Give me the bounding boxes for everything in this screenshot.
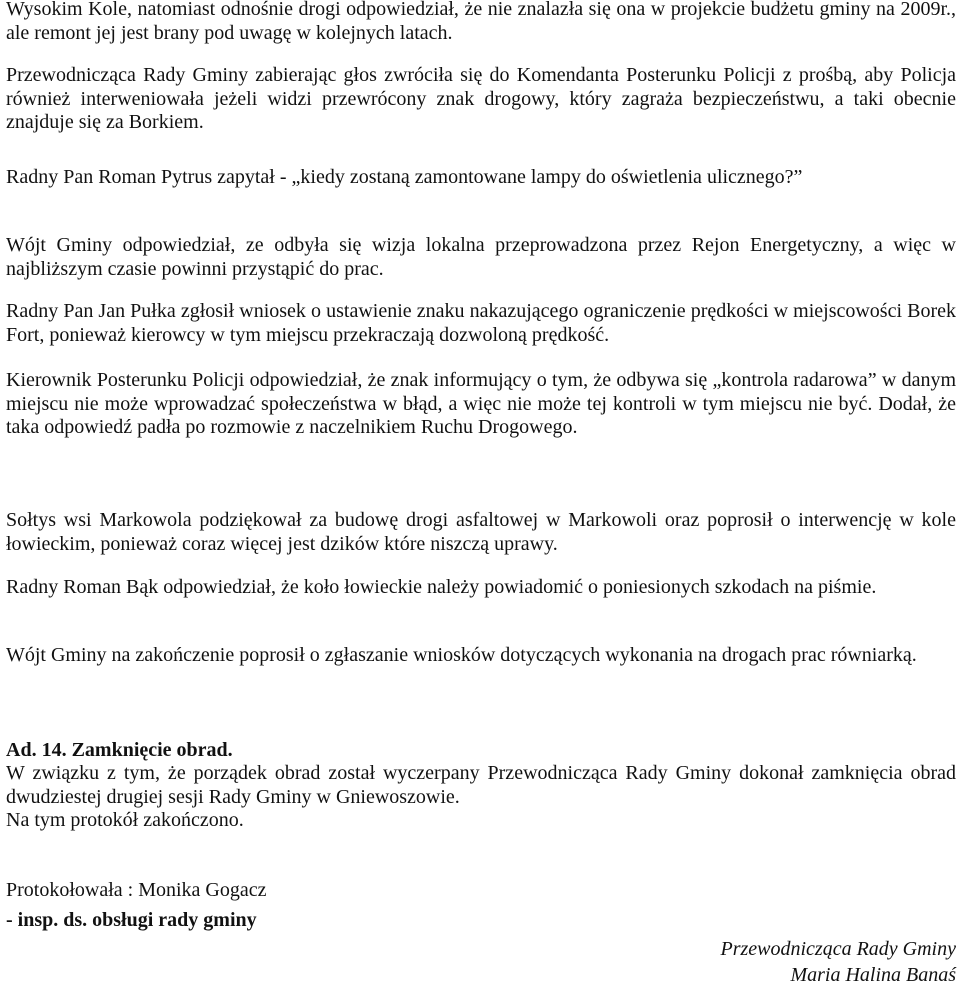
- section-closing-body: [6, 762, 956, 833]
- paragraph-wojt-answer-lamps: Wójt Gminy odpowiedział, ze odbyła się wizja lokalna przeprowadzona przez Rejon Energetyczny, a więc w najbliższym czasie powinni przystąpić do prac.: [6, 234, 956, 280]
- paragraph-soltys-thanks: Sołtys wsi Markowola podziękował za budowę drogi asfaltowej w Markowoli oraz poprosił o interwencję w kole łowieckim, ponieważ coraz więcej jest dzików które niszczą uprawy.: [6, 509, 956, 555]
- paragraph-police-answer: Kierownik Posterunku Policji odpowiedział, że znak informujący o tym, że odbywa się „kontrola radarowa” w danym miejscu nie może wprowadzać społeczeństwa w błąd, a więc nie może tej kontroli w tym miejscu nie być. Dodał, że taka odpowiedź padła po rozmowie z naczelnikiem Ruchu Drogowego.: [6, 369, 956, 438]
- paragraph-pulka-motion: Radny Pan Jan Pułka zgłosił wniosek o ustawienie znaku nakazującego ograniczenie prędkości w miejscowości Borek Fort, ponieważ kierowcy w tym miejscu przekraczają dozwoloną prędkość.: [6, 300, 956, 346]
- minutes-taker: Protokołowała : Monika Gogacz: [6, 879, 267, 901]
- paragraph-road-budget: Wysokim Kole, natomiast odnośnie drogi odpowiedział, że nie znalazła się ona w projekcie budżetu gminy na 2009r., ale remont jej jest brany pod uwagę w kolejnych latach.: [6, 0, 956, 44]
- paragraph-pytrus-question: Radny Pan Roman Pytrus zapytał - „kiedy zostaną zamontowane lampy do oświetlenia ulicznego?”: [6, 166, 803, 188]
- closing-statement: W związku z tym, że porządek obrad został wyczerpany Przewodnicząca Rady Gminy dokonał zamknięcia obrad dwudziestej drugiej sesji Rady Gminy w Gniewoszowie.: [6, 762, 956, 808]
- signature-block: [720, 936, 956, 988]
- paragraph-chairwoman-police: Przewodnicząca Rady Gminy zabierając głos zwróciła się do Komendanta Posterunku Policji z prośbą, aby Policja również interweniowała jeżeli widzi przewrócony znak drogowy, który zagraża bezpieczeństwu, a taki obecnie znajduje się za Borkiem.: [6, 64, 956, 133]
- minutes-taker-role: - insp. ds. obsługi rady gminy: [6, 909, 257, 931]
- paragraph-bak-answer: Radny Roman Bąk odpowiedział, że koło łowieckie należy powiadomić o poniesionych szkodach na piśmie.: [6, 576, 877, 598]
- paragraph-wojt-closing-request: Wójt Gminy na zakończenie poprosił o zgłaszanie wniosków dotyczących wykonania na drogach prac równiarką.: [6, 644, 917, 666]
- signature-name: Maria Halina Banaś: [790, 964, 956, 986]
- section-heading-closing: Ad. 14. Zamknięcie obrad.: [6, 739, 233, 761]
- closing-final-line: Na tym protokół zakończono.: [6, 809, 244, 831]
- signature-title: Przewodnicząca Rady Gminy: [720, 938, 956, 960]
